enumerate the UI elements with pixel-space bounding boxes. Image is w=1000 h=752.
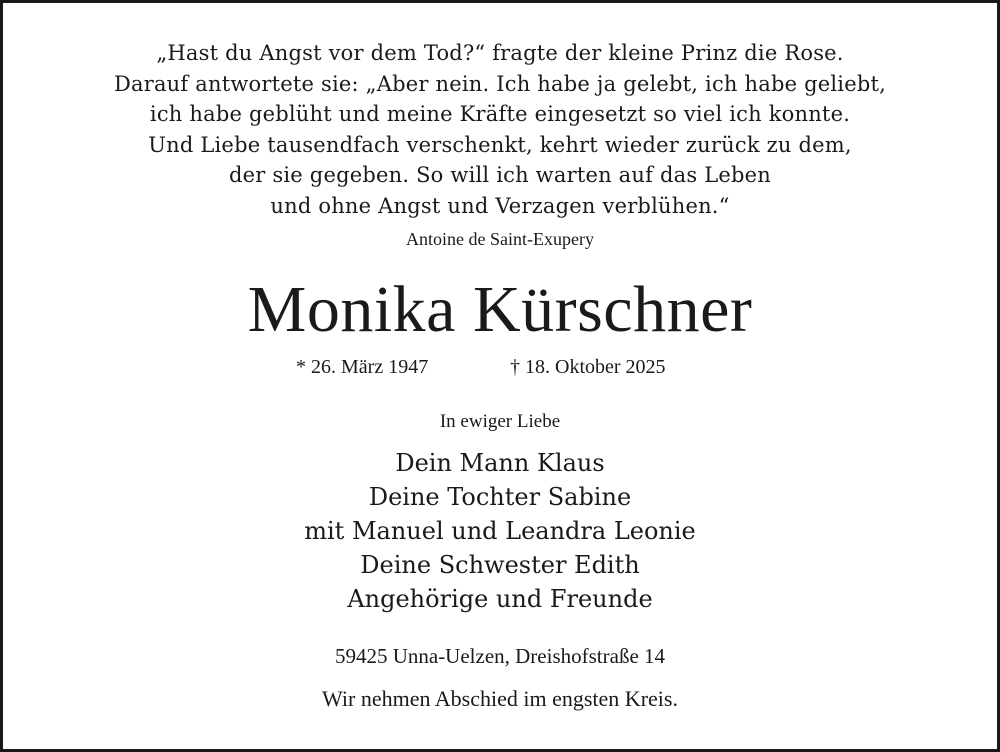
- dedication-line: In ewiger Liebe: [439, 411, 561, 432]
- family-address: 59425 Unna-Uelzen, Dreishofstraße 14: [334, 644, 666, 668]
- mourner-line: Deine Schwester Edith: [360, 551, 640, 579]
- quote-line: und ohne Angst und Verzagen verblühen.“: [270, 193, 730, 218]
- quote-line: Und Liebe tausendfach verschenkt, kehrt wieder zurück zu dem,: [148, 132, 852, 157]
- quote-line: Darauf antwortete sie: „Aber nein. Ich habe ja gelebt, ich habe geliebt,: [113, 71, 887, 96]
- quote-line: der sie gegeben. So will ich warten auf das Leben: [229, 163, 771, 187]
- quote-line: „Hast du Angst vor dem Tod?“ fragte der kleine Prinz die Rose.: [156, 41, 844, 65]
- mourner-line: Angehörige und Freunde: [347, 585, 653, 613]
- deceased-name: Monika Kürschner: [247, 273, 753, 346]
- farewell-line: Wir nehmen Abschied im engsten Kreis.: [322, 686, 678, 711]
- birth-date: * 26. März 1947: [296, 356, 429, 378]
- quote-line: ich habe geblüht und meine Kräfte eingesetzt so viel ich konnte.: [149, 102, 851, 126]
- mourner-line: Deine Tochter Sabine: [368, 483, 632, 511]
- death-date: † 18. Oktober 2025: [510, 356, 666, 378]
- mourner-line: Dein Mann Klaus: [395, 449, 605, 477]
- quote-block: [0, 38, 1000, 221]
- mourner-line: mit Manuel und Leandra Leonie: [304, 517, 696, 545]
- quote-author: Antoine de Saint-Exupery: [406, 229, 594, 249]
- mourners-list: [0, 446, 1000, 616]
